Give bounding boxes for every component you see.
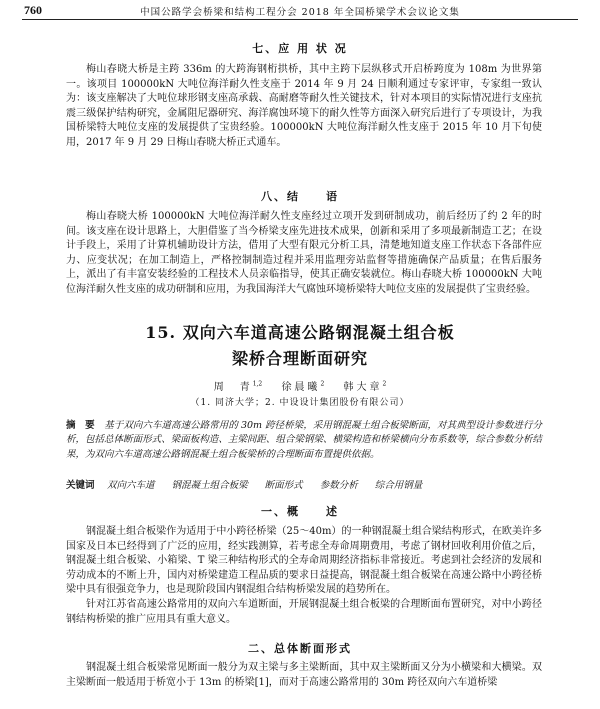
abstract-label: 摘 要 <box>66 420 95 431</box>
abstract <box>66 419 542 462</box>
section-2-heading: 二、总体断面形式 <box>248 642 352 655</box>
keywords <box>66 477 542 491</box>
section-1-paragraph-2: 针对江苏省高速公路常用的双向六车道断面，开展钢混凝土组合板梁的合理断面布置研究，对中小跨径钢结构桥梁的推广应用具有重大意义。 <box>66 598 542 625</box>
section-1-paragraph-1: 钢混凝土组合板梁作为适用于中小跨径桥梁（25～40m）的一种钢混凝土组合梁结构形式，在欧美许多国家及日本已经得到了广泛的应用，经实践测算，若考虑全寿命周期费用，考虑了钢材回收利用价值之后，钢混凝土组合板梁、小箱梁、T 梁三种结构形式的全寿命周期经济指标非常接近。考虑到社会经济的发展和劳动成本的不断上升，国内对桥梁建造工程品质的要求日益提高，钢混凝土组合板梁在高速公路中小跨径桥梁中具有很强竞争力，也是现阶段国内钢混组合结构桥梁发展的趋势所在。 <box>66 526 542 596</box>
authors-line <box>0 378 600 393</box>
section-1-heading: 一、概 述 <box>261 505 339 518</box>
section-8-heading: 八、结 语 <box>261 190 339 203</box>
keyword: 钢混凝土组合板梁 <box>171 480 248 491</box>
section-1-body <box>66 525 542 627</box>
author-affiliation-mark: 2 <box>320 380 325 388</box>
header-rule <box>22 19 578 20</box>
section-7-heading: 七、应 用 状 况 <box>252 42 348 55</box>
article-title-line-1: 15. 双向六车道高速公路钢混凝土组合板 <box>145 323 455 342</box>
author-name: 周 青 <box>213 382 253 393</box>
abstract-text: 基于双向六车道高速公路常用的 30m 跨径桥梁，采用钢混凝土组合板梁断面，对其典型设计参数进行分析，包括总体断面形式、梁面板构造、主梁间距、组合梁钢梁、横梁构造和桥梁横向分布系数等，综合参数分析结果，为双向六车道高速公路钢混凝土组合板梁桥的合理断面布置提供依据。 <box>66 420 542 460</box>
section-7-paragraph: 梅山春晓大桥是主跨 336m 的大跨海钢桁拱桥，其中主跨下层纵移式开启桥跨度为 108m 为世界第一。该项目 100000kN 大吨位海洋耐久性支座于 2014 年 9 月 24 日顺利通过专家评审，专家组一致认为：该支座解决了大吨位球形钢支座高承载、高耐磨等耐久性关键技术，针对本项目的实际情况进行支座抗震三级保护结构研究，金属阻尼器研究、海洋腐蚀环境下的耐久性等方面深入研究后进行了专项设计，为我国桥梁特大吨位支座的发展提供了宝贵经验。100000kN 大吨位海洋耐久性支座于 2015 年 10 月下旬使用，2017 年 9 月 29 日梅山春晓大桥正式通车。 <box>66 64 542 148</box>
page-header <box>0 0 600 20</box>
author-name: 徐晨曦 <box>281 382 321 393</box>
keyword: 断面形式 <box>264 480 303 491</box>
keywords-label: 关键词 <box>66 480 95 491</box>
keyword: 双向六车道 <box>107 480 155 491</box>
section-8-body <box>66 210 542 298</box>
author-affiliation-mark: 2 <box>382 380 387 388</box>
page-number: 760 <box>24 3 42 17</box>
affiliation: （1. 同济大学；2. 中设设计集团股份有限公司） <box>190 398 410 408</box>
section-2-body <box>66 661 542 690</box>
author-affiliation-mark: 1,2 <box>252 380 263 388</box>
keyword: 综合用钢量 <box>374 480 423 491</box>
author-name: 韩大章 <box>343 382 383 393</box>
keyword: 参数分析 <box>319 480 358 491</box>
article-title-line-2: 梁桥合理断面研究 <box>231 349 368 368</box>
section-2-paragraph: 钢混凝土组合板梁常见断面一般分为双主梁与多主梁断面，其中双主梁断面又分为小横梁和大横梁。双主梁断面一般适用于桥宽小于 13m 的桥梁[1]，而对于高速公路常用的 30m 跨径双向六车道桥梁 <box>66 662 542 688</box>
section-7-body <box>66 63 542 151</box>
section-8-paragraph: 梅山春晓大桥 100000kN 大吨位海洋耐久性支座经过立项开发到研制成功，前后经历了约 2 年的时间。该支座在设计思路上，大胆借鉴了当今桥梁支座先进技术成果，创新和采用了多项最新制造工艺；在设计手段上，采用了计算机辅助设计方法，借用了大型有限元分析工具，清楚地知道支座工作状态下各部件应力、应变状况；在加工制造上，严格控制制造过程并采用监理旁站监督等措施确保产品质量；在售后服务上，派出了有丰富安装经验的工程技术人员亲临指导，使其正确安装就位。梅山春晓大桥 100000kN 大吨位海洋耐久性支座的成功研制和应用，为我国海洋大气腐蚀环境桥梁特大吨位支座的发展提供了宝贵经验。 <box>66 211 542 295</box>
running-title: 中国公路学会桥梁和结构工程分会 2018 年全国桥梁学术会议论文集 <box>140 7 460 18</box>
